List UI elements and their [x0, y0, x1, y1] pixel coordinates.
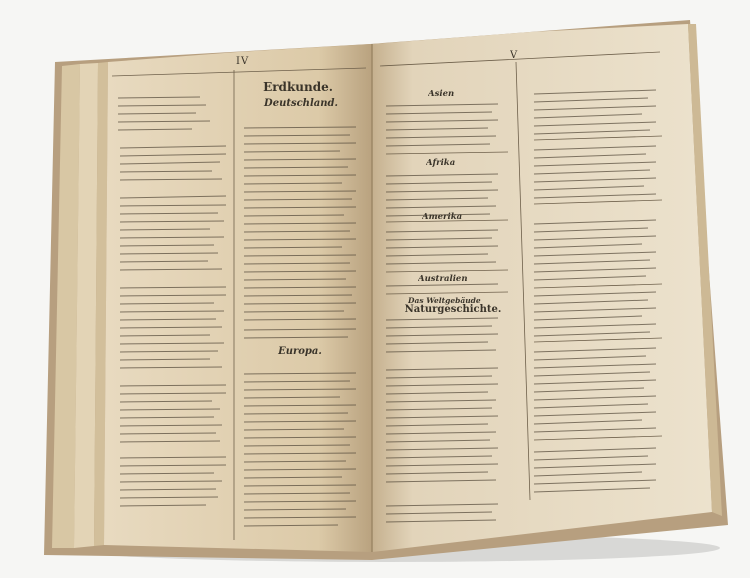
- left-page: [104, 44, 372, 552]
- left-heading-europa: Europa.: [278, 346, 322, 357]
- left-page-number: IV: [236, 56, 250, 67]
- right-heading-amerika: Amerika: [422, 212, 463, 222]
- left-heading-deutschland: Deutschland.: [264, 98, 338, 109]
- right-heading-weltgebaeude: Das Weltgebäude: [408, 296, 481, 305]
- right-heading-afrika: Afrika: [426, 158, 456, 168]
- right-page-number: V: [510, 50, 519, 61]
- right-heading-naturgeschichte: Naturgeschichte.: [404, 304, 502, 315]
- right-heading-asien: Asien: [428, 89, 455, 99]
- left-section-title: Erdkunde.: [263, 80, 333, 94]
- right-heading-australien: Australien: [418, 274, 468, 284]
